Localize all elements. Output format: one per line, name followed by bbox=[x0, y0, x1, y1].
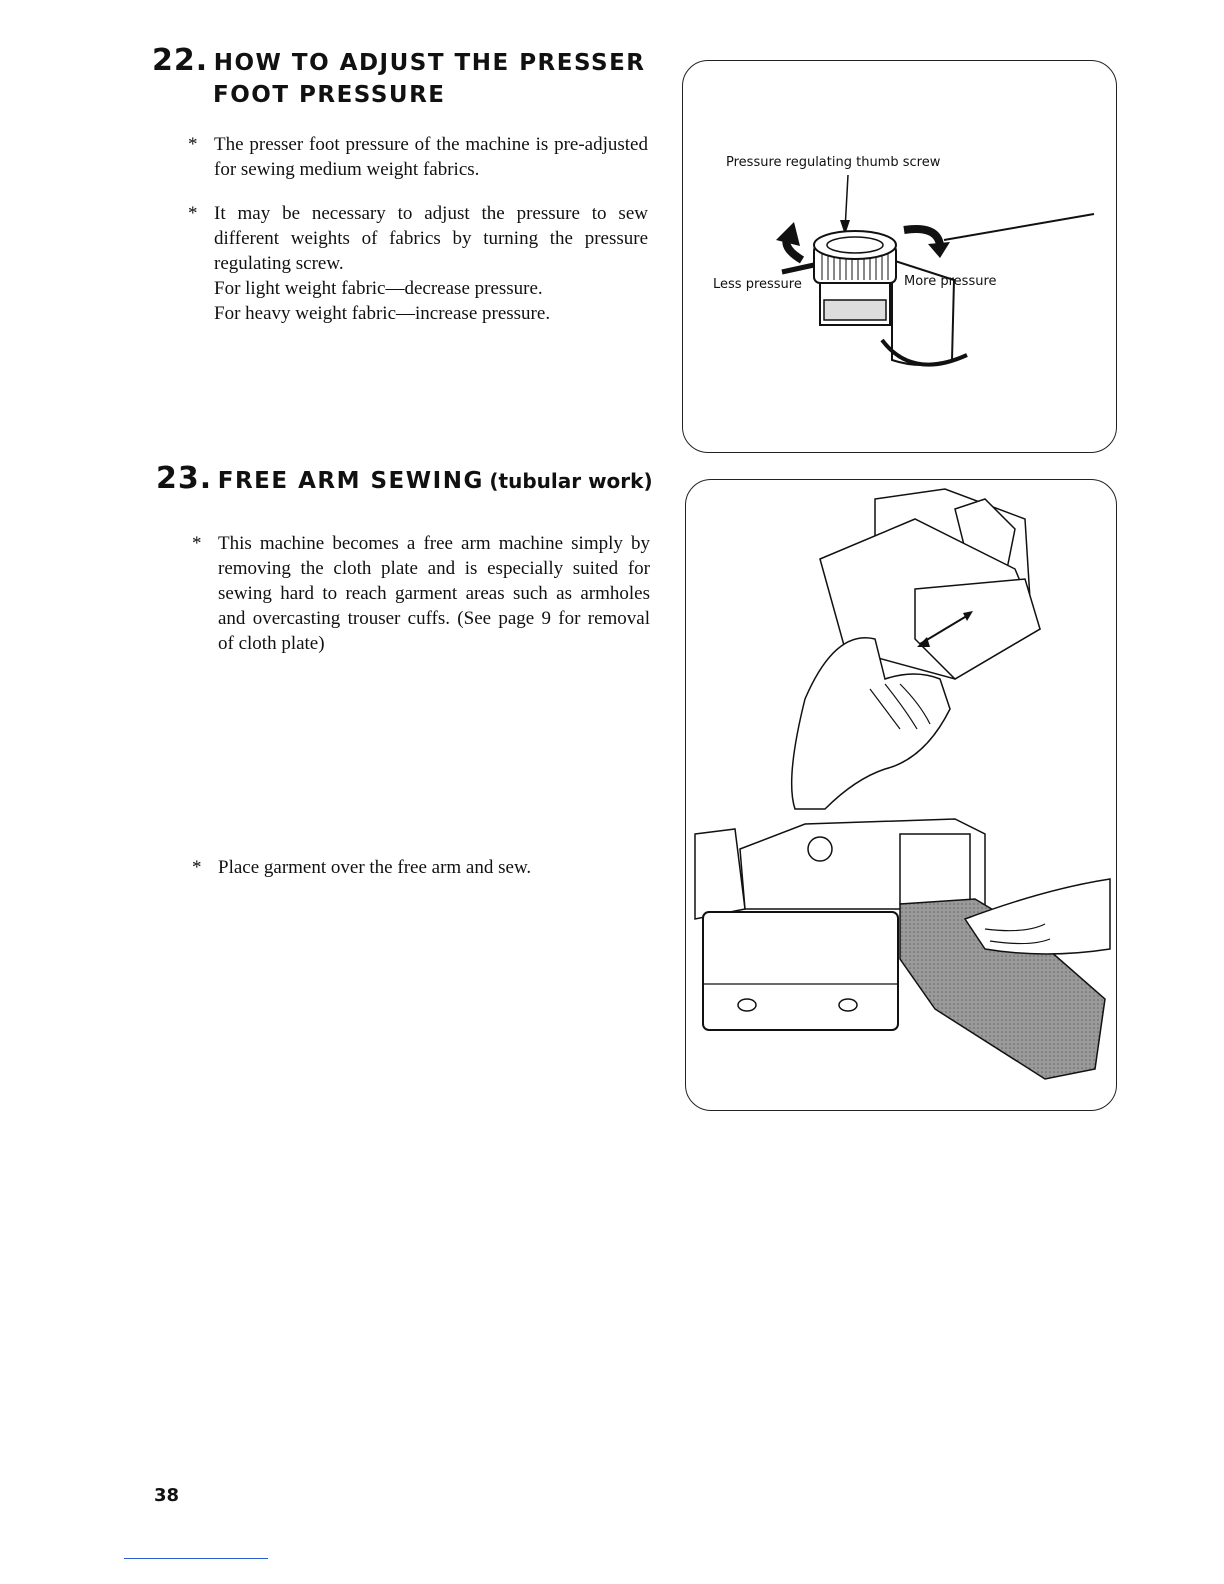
label-less-pressure: Less pressure bbox=[713, 277, 802, 292]
page-number: 38 bbox=[154, 1485, 180, 1506]
section-22-heading bbox=[152, 43, 652, 110]
bullet-text-light: For light weight fabric—decrease pressure. bbox=[214, 278, 543, 299]
bullet-star: * bbox=[188, 134, 198, 155]
bullet-text: It may be necessary to adjust the pressure to sew different weights of fabrics by turning the pressure regulating screw. bbox=[214, 203, 648, 274]
section-23-heading bbox=[156, 462, 656, 500]
bullet-text: The presser foot pressure of the machine is pre-adjusted for sewing medium weight fabrics. bbox=[214, 134, 648, 180]
bullet-star: * bbox=[192, 857, 202, 878]
section-22-number: 22. bbox=[152, 43, 209, 78]
section-22-title-line2: FOOT PRESSURE bbox=[213, 82, 446, 108]
bullet-text: This machine becomes a free arm machine simply by removing the cloth plate and is especially suited for sewing hard to reach garment areas such as armholes and overcasting trouser cuffs. (See page 9 for removal of cloth plate) bbox=[218, 533, 650, 654]
section-22-title-line1: HOW TO ADJUST THE PRESSER bbox=[213, 50, 646, 76]
bullet-star: * bbox=[192, 533, 202, 554]
pressure-screw-illustration bbox=[682, 60, 1117, 453]
section-23-number: 23. bbox=[156, 461, 213, 496]
bullet-star: * bbox=[188, 203, 198, 224]
free-arm-illustration bbox=[685, 479, 1117, 1111]
section-23-subtitle: (tubular work) bbox=[489, 469, 653, 493]
label-thumb-screw: Pressure regulating thumb screw bbox=[726, 155, 941, 170]
label-more-pressure: More pressure bbox=[904, 274, 997, 289]
section-23-title: FREE ARM SEWING bbox=[217, 468, 484, 494]
bullet-text-heavy: For heavy weight fabric—increase pressure. bbox=[214, 303, 551, 324]
bottom-rule bbox=[124, 1558, 268, 1559]
bullet-text: Place garment over the free arm and sew. bbox=[218, 857, 532, 878]
